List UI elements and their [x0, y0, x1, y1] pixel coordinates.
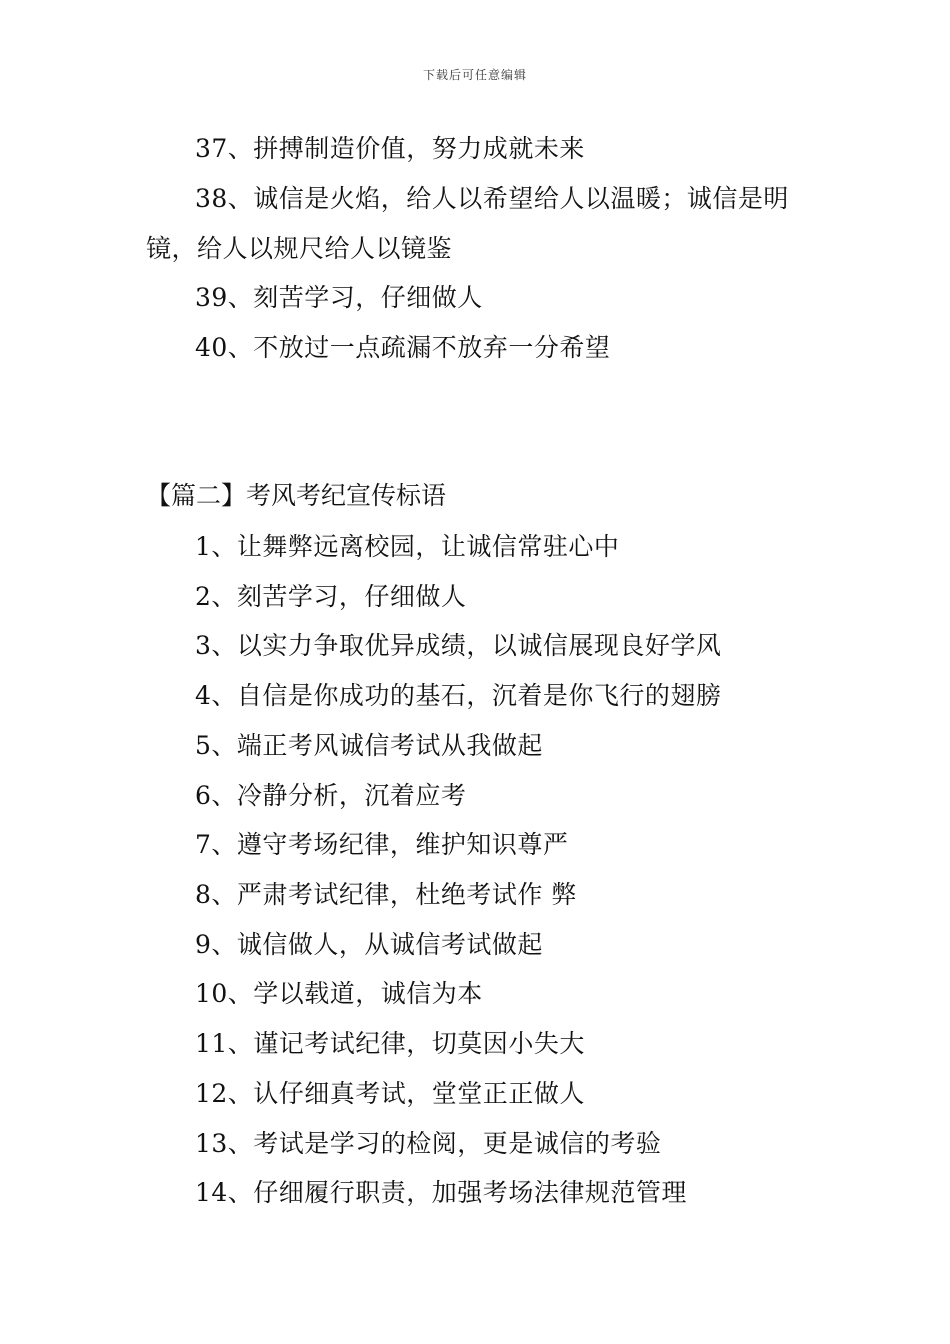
slogan-item: 39、刻苦学习，仔细做人: [195, 283, 483, 312]
slogan-item: 3、以实力争取优异成绩，以诚信展现良好学风: [195, 631, 722, 660]
slogan-item: 14、仔细履行职责，加强考场法律规范管理: [195, 1178, 687, 1207]
header-note: 下载后可任意编辑: [422, 68, 527, 82]
slogan-item: 11、谨记考试纪律，切莫因小失大: [195, 1029, 585, 1058]
slogan-item-continuation: 镜，给人以规尺给人以镜鉴: [146, 234, 453, 263]
section-title: 【篇二】考风考纪宣传标语: [146, 481, 447, 510]
slogan-item: 2、刻苦学习，仔细做人: [195, 582, 467, 611]
slogan-item: 9、诚信做人，从诚信考试做起: [195, 930, 543, 959]
slogan-item: 6、冷静分析，沉着应考: [195, 781, 467, 810]
slogan-item: 38、诚信是火焰，给人以希望给人以温暖；诚信是明: [195, 184, 789, 213]
slogan-item: 7、遵守考场纪律，维护知识尊严: [195, 830, 569, 859]
slogan-item: 37、拼搏制造价值，努力成就未来: [195, 134, 585, 163]
slogan-item: 12、认仔细真考试，堂堂正正做人: [195, 1079, 585, 1108]
slogan-item: 5、端正考风诚信考试从我做起: [195, 731, 543, 760]
slogan-item: 40、不放过一点疏漏不放弃一分希望: [195, 333, 611, 362]
slogan-item: 13、考试是学习的检阅，更是诚信的考验: [195, 1129, 662, 1158]
slogan-item: 10、学以载道，诚信为本: [195, 979, 483, 1008]
slogan-item: 1、让舞弊远离校园，让诚信常驻心中: [195, 532, 620, 561]
slogan-item: 8、严肃考试纪律，杜绝考试作 弊: [195, 880, 577, 909]
slogan-item: 4、自信是你成功的基石，沉着是你飞行的翅膀: [195, 681, 722, 710]
